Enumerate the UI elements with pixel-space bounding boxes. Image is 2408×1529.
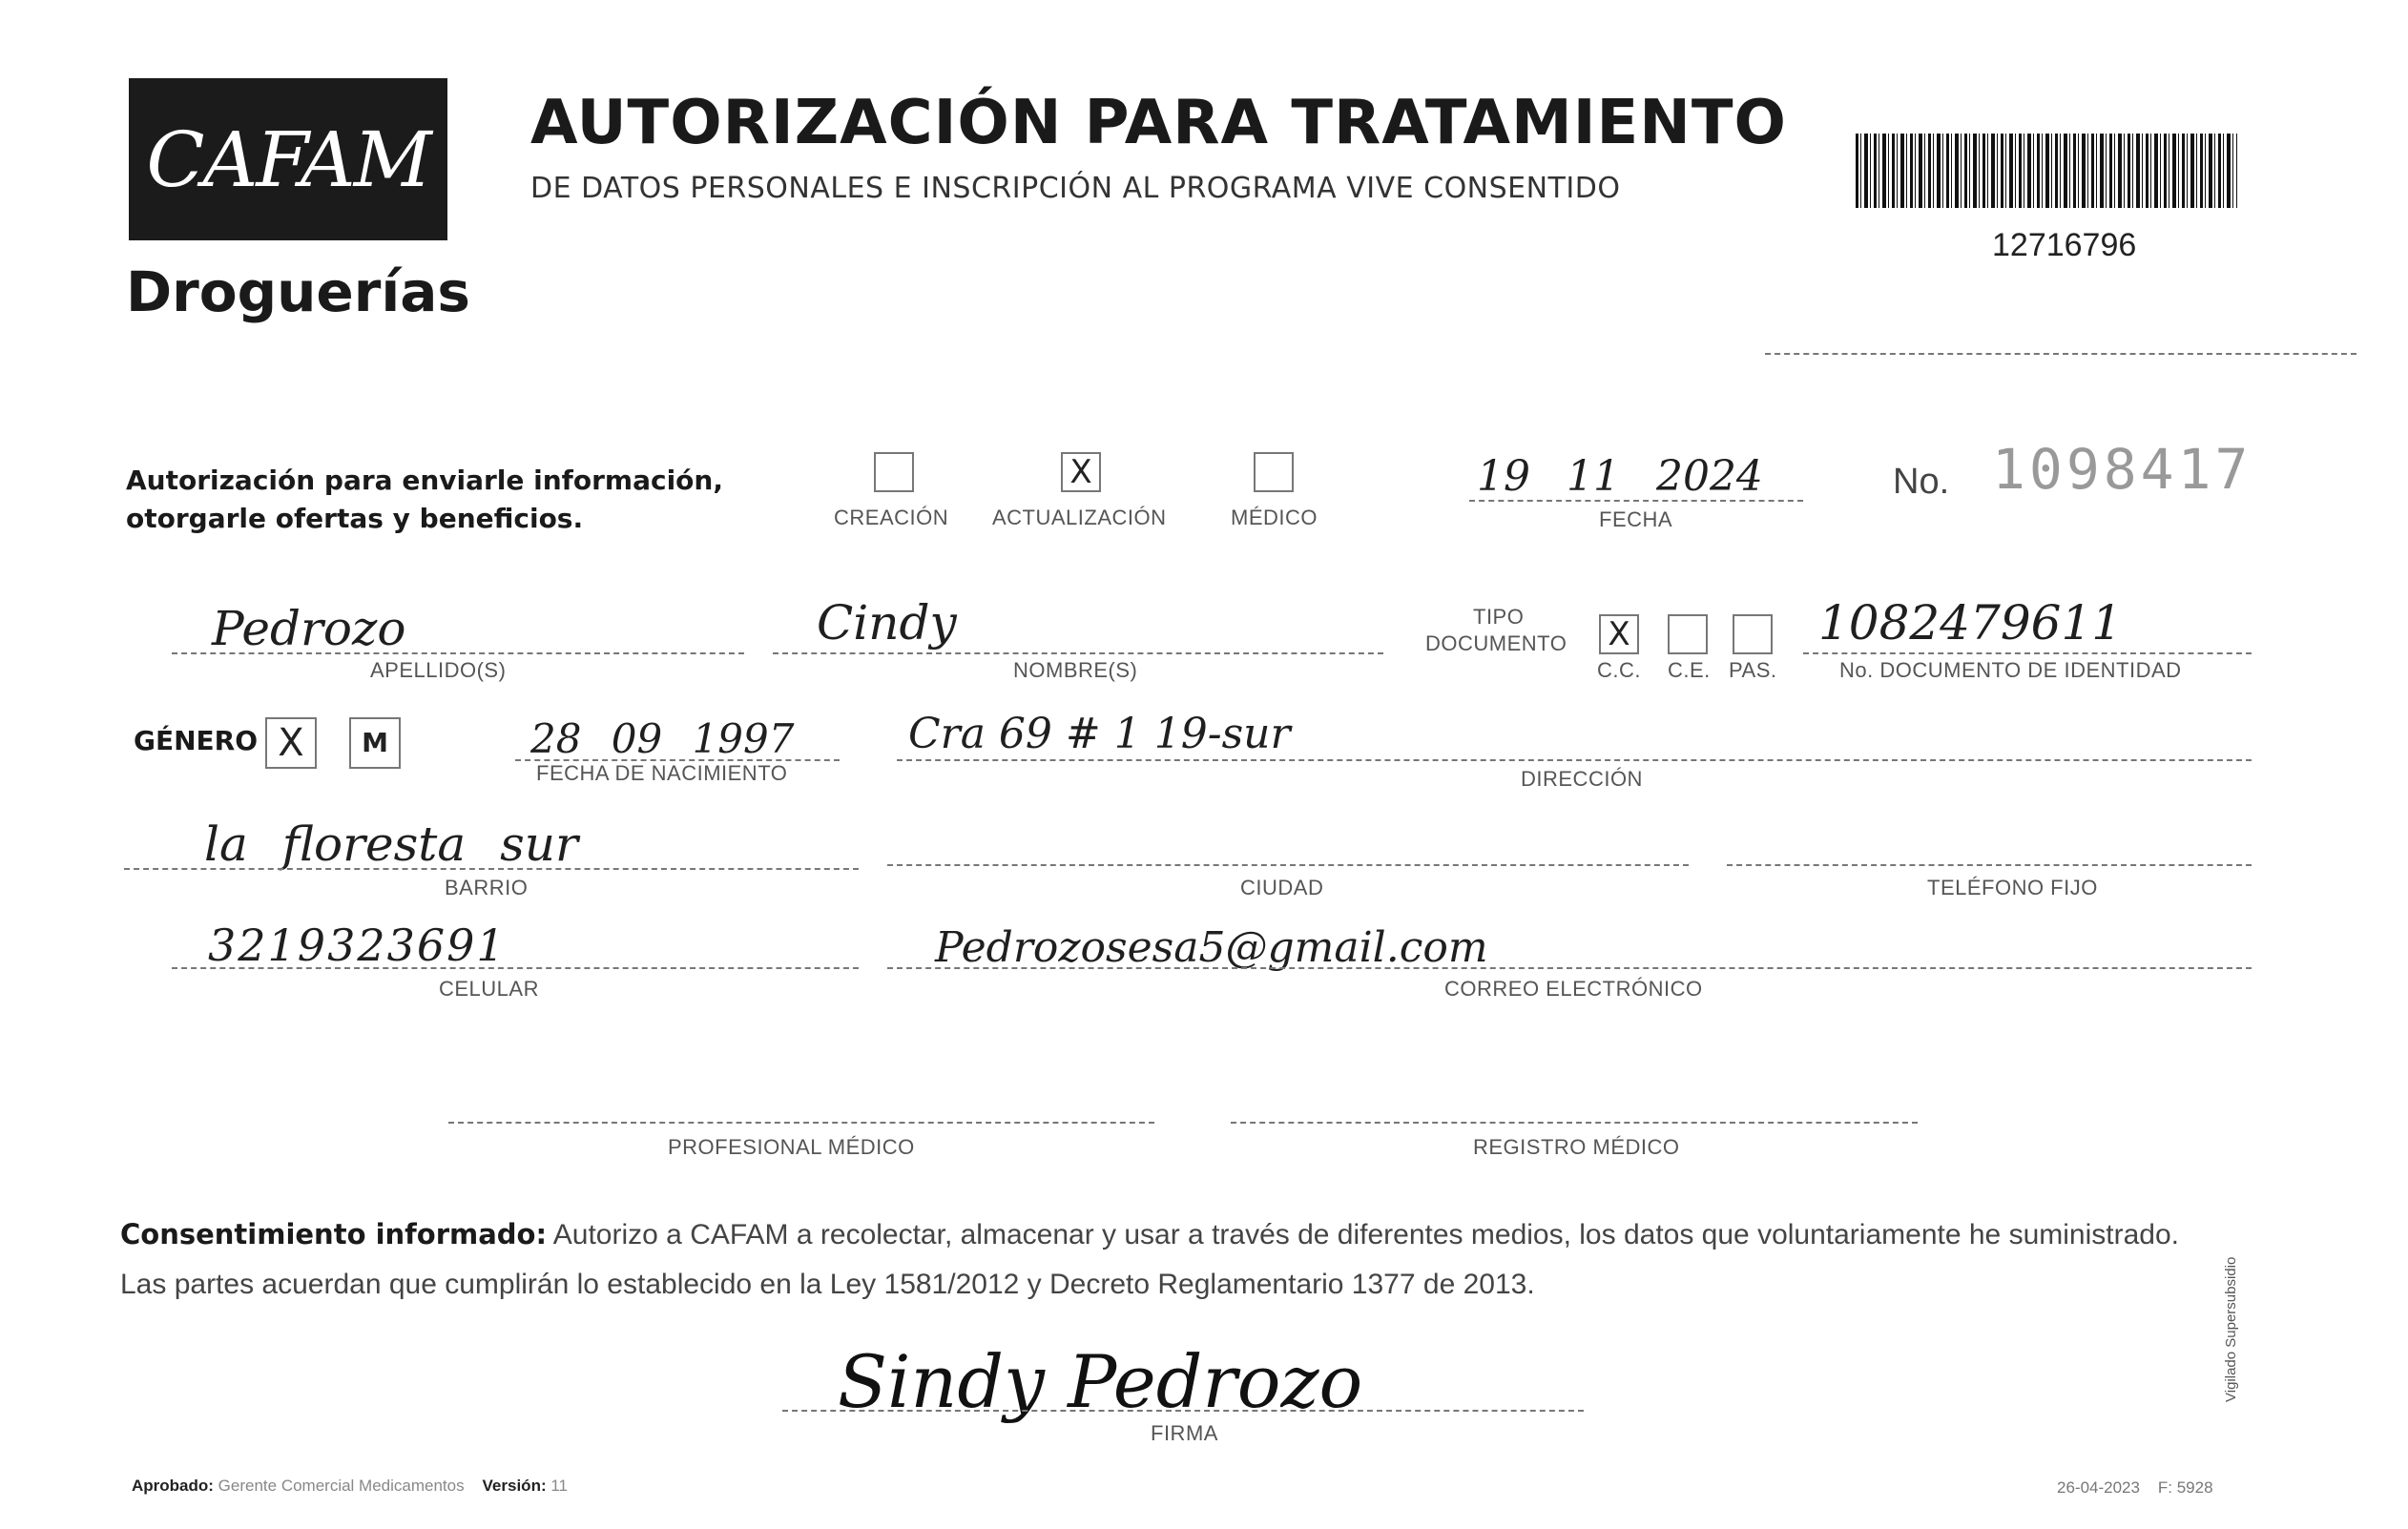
address-value[interactable]: Cra 69 # 1 19-sur — [908, 710, 1291, 758]
label-pas: PAS. — [1729, 658, 1777, 682]
tipo-documento-label-1: TIPO — [1473, 605, 1525, 629]
authorization-line-2: otorgarle ofertas y beneficios. — [126, 503, 584, 534]
birth-value[interactable]: 28 09 1997 — [530, 715, 795, 762]
label-actualizacion: ACTUALIZACIÓN — [992, 506, 1167, 529]
barcode — [1856, 134, 2237, 208]
date-code: 26-04-2023 — [2057, 1478, 2140, 1497]
checkbox-pas[interactable] — [1733, 614, 1773, 654]
gender-box-f[interactable]: X — [265, 717, 317, 769]
cafam-logo — [129, 78, 447, 240]
footer-codes — [2057, 1478, 2213, 1498]
doc-number-value[interactable]: 1082479611 — [1818, 595, 2123, 651]
checkbox-cc[interactable]: X — [1599, 614, 1639, 654]
consent-line-1 — [120, 1209, 2257, 1260]
barcode-number: 12716796 — [1992, 227, 2137, 263]
consent-heading: Consentimiento informado: — [120, 1218, 548, 1250]
celular-value[interactable]: 3219323691 — [208, 919, 507, 971]
checkbox-medico[interactable] — [1254, 452, 1294, 492]
label-ce: C.E. — [1668, 658, 1711, 682]
vigilado-side-text: Vigilado Supersubsidio — [2223, 1256, 2239, 1402]
correo-value[interactable]: Pedrozosesa5@gmail.com — [935, 923, 1488, 972]
address-label: DIRECCIÓN — [1521, 767, 1643, 791]
footer-approval — [132, 1477, 568, 1496]
telefono-label: TELÉFONO FIJO — [1927, 876, 2098, 899]
authorization-line-1: Autorización para enviarle información, — [126, 465, 723, 496]
approved-label: Aprobado: — [132, 1477, 214, 1495]
birth-label: FECHA DE NACIMIENTO — [536, 761, 788, 785]
version-value: 11 — [550, 1477, 569, 1495]
consent-block — [120, 1209, 2257, 1310]
version-label: Versión: — [482, 1477, 547, 1495]
barrio-value[interactable]: la floresta sur — [204, 816, 578, 872]
consent-text-2: Las partes acuerdan que cumplirán lo establecido en la Ley 1581/2012 y Decreto Reglamentario 1377 de 2013. — [120, 1269, 1535, 1300]
approved-value: Gerente Comercial Medicamentos — [218, 1477, 465, 1495]
tipo-documento-label-2: DOCUMENTO — [1425, 631, 1567, 655]
label-creacion: CREACIÓN — [834, 506, 949, 529]
nombre-label: NOMBRE(S) — [1013, 658, 1138, 682]
logo-text: CAFAM — [146, 114, 430, 204]
signature-label: FIRMA — [1151, 1421, 1218, 1445]
document-title: AUTORIZACIÓN PARA TRATAMIENTO — [530, 88, 1787, 158]
form-code: F: 5928 — [2157, 1478, 2213, 1497]
consent-text-1: Autorizo a CAFAM a recolectar, almacenar y usar a través de diferentes medios, los datos que voluntariamente he suministrado. — [552, 1219, 2179, 1250]
signature-value[interactable]: Sindy Pedrozo — [838, 1339, 1363, 1424]
apellido-label: APELLIDO(S) — [370, 658, 507, 682]
label-cc: C.C. — [1597, 658, 1641, 682]
celular-label: CELULAR — [439, 977, 539, 1001]
apellido-value[interactable]: Pedrozo — [212, 601, 406, 656]
gender-label: GÉNERO — [134, 725, 259, 756]
registro-label: REGISTRO MÉDICO — [1473, 1135, 1680, 1159]
doc-number-label: No. DOCUMENTO DE IDENTIDAD — [1839, 658, 2182, 682]
profesional-label: PROFESIONAL MÉDICO — [668, 1135, 915, 1159]
label-medico: MÉDICO — [1231, 506, 1318, 529]
ciudad-label: CIUDAD — [1240, 876, 1324, 899]
number-value: 1098417 — [1992, 437, 2252, 502]
document-subtitle: DE DATOS PERSONALES E INSCRIPCIÓN AL PROGRAMA VIVE CONSENTIDO — [530, 172, 1621, 205]
number-label: No. — [1893, 462, 1950, 502]
correo-label: CORREO ELECTRÓNICO — [1444, 977, 1703, 1001]
nombre-value[interactable]: Cindy — [817, 595, 957, 651]
brand-subtitle: Droguerías — [126, 259, 470, 324]
date-value[interactable]: 19 11 2024 — [1477, 452, 1763, 501]
barrio-label: BARRIO — [445, 876, 529, 899]
checkbox-ce[interactable] — [1668, 614, 1708, 654]
date-label: FECHA — [1599, 507, 1673, 531]
checkbox-creacion[interactable] — [874, 452, 914, 492]
checkbox-actualizacion[interactable]: X — [1061, 452, 1101, 492]
gender-box-m[interactable]: M — [349, 717, 401, 769]
authorization-text — [126, 462, 723, 538]
